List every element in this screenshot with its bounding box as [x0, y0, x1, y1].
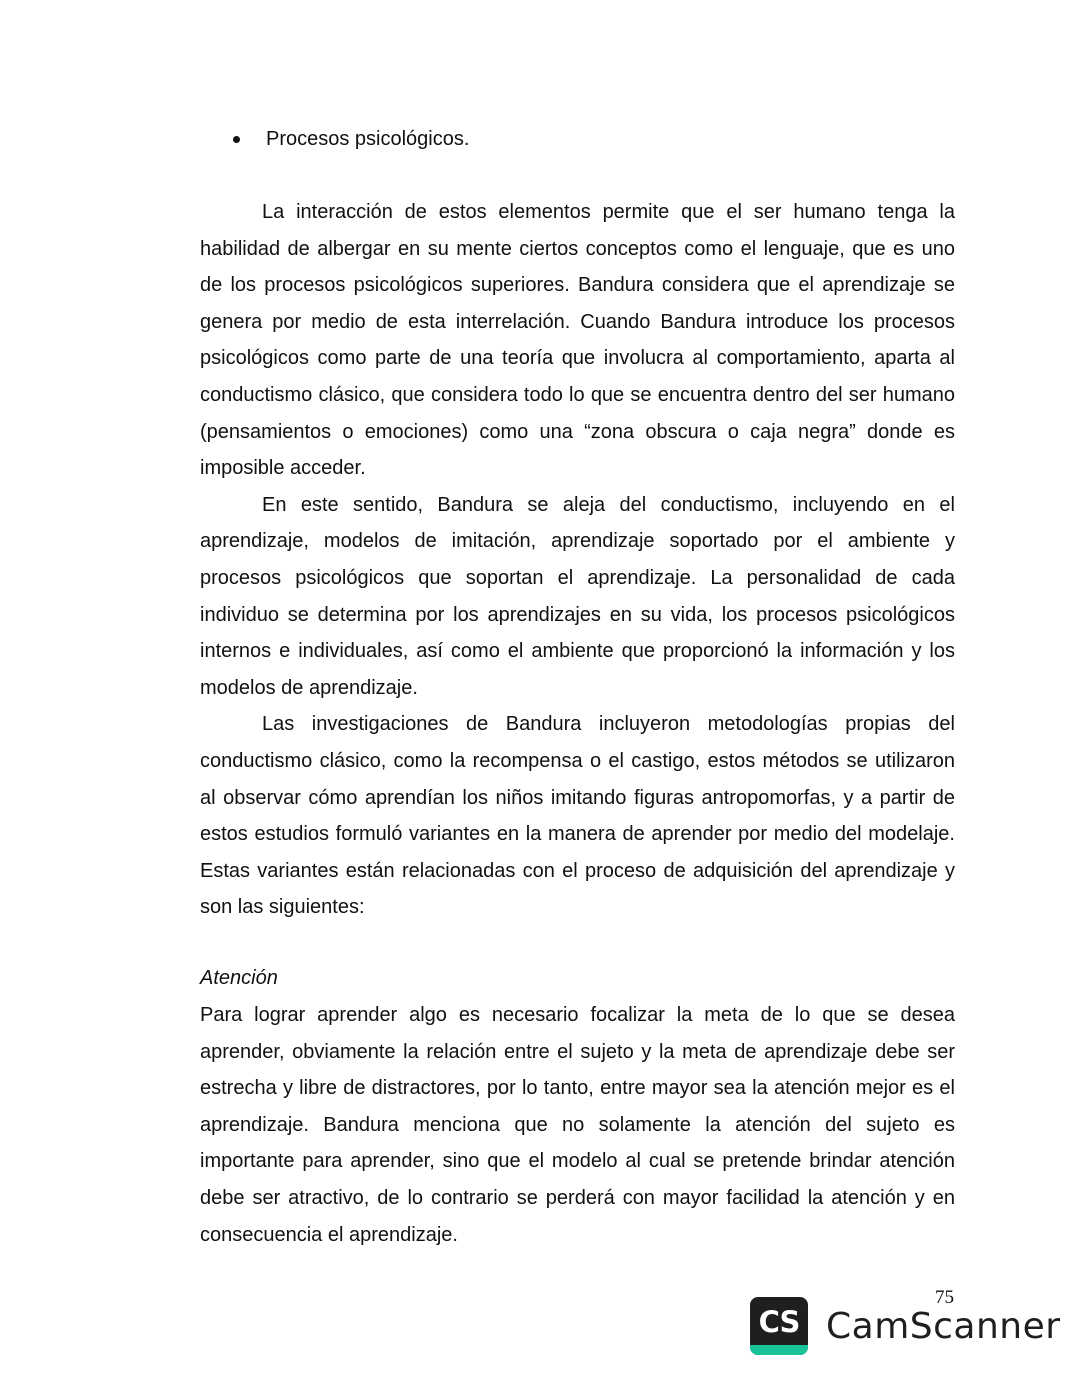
paragraph: Las investigaciones de Bandura incluyeron metodologías propias del conductismo clásico, como la recompensa o el castigo, estos métodos se utilizaron al observar cómo aprendían los niños imitando figuras antropomorfas, y a partir de estos estudios formuló variantes en la manera de aprender por medio del modelaje. Estas variantes están relacionadas con el proceso de adquisición del aprendizaje y son las siguientes:: [200, 713, 955, 919]
section-heading: Atención: [200, 967, 278, 989]
bullet-text: Procesos psicológicos.: [266, 128, 470, 150]
bullet-item: [230, 124, 469, 154]
camscanner-wordmark: CamScanner: [826, 1305, 1061, 1347]
camscanner-watermark: [750, 1297, 1061, 1355]
camscanner-badge-bar: [750, 1345, 808, 1355]
bullet-icon: [233, 136, 240, 143]
section-paragraph: Para lograr aprender algo es necesario focalizar la meta de lo que se desea aprender, obviamente la relación entre el sujeto y la meta de aprendizaje debe ser estrecha y libre de distractores, por lo tanto, entre mayor sea la atención mejor es el aprendizaje. Bandura menciona que no solamente la atención del sujeto es importante para aprender, sino que el modelo al cual se pretende brindar atención debe ser atractivo, de lo contrario se perderá con mayor facilidad la atención y en consecuencia el aprendizaje.: [200, 1004, 955, 1246]
paragraph: La interacción de estos elementos permite que el ser humano tenga la habilidad de albergar en su mente ciertos conceptos como el lenguaje, que es uno de los procesos psicológicos superiores. Bandura considera que el aprendizaje se genera por medio de esta interrelación. Cuando Bandura introduce los procesos psicológicos como parte de una teoría que involucra al comportamiento, aparta al conductismo clásico, que considera todo lo que se encuentra dentro del ser humano (pensamientos o emociones) como una “zona obscura o caja negra” donde es imposible acceder.: [200, 201, 955, 480]
paragraph: En este sentido, Bandura se aleja del conductismo, incluyendo en el aprendizaje, modelos de imitación, aprendizaje soportado por el ambiente y procesos psicológicos que soportan el aprendizaje. La personalidad de cada individuo se determina por los aprendizajes en su vida, los procesos psicológicos internos e individuales, así como el ambiente que proporcionó la información y los modelos de aprendizaje.: [200, 493, 955, 699]
body-text: [200, 194, 955, 926]
camscanner-logo-icon: [750, 1297, 808, 1355]
page-number: 75: [935, 1287, 954, 1308]
camscanner-badge-text: CS: [758, 1305, 800, 1339]
